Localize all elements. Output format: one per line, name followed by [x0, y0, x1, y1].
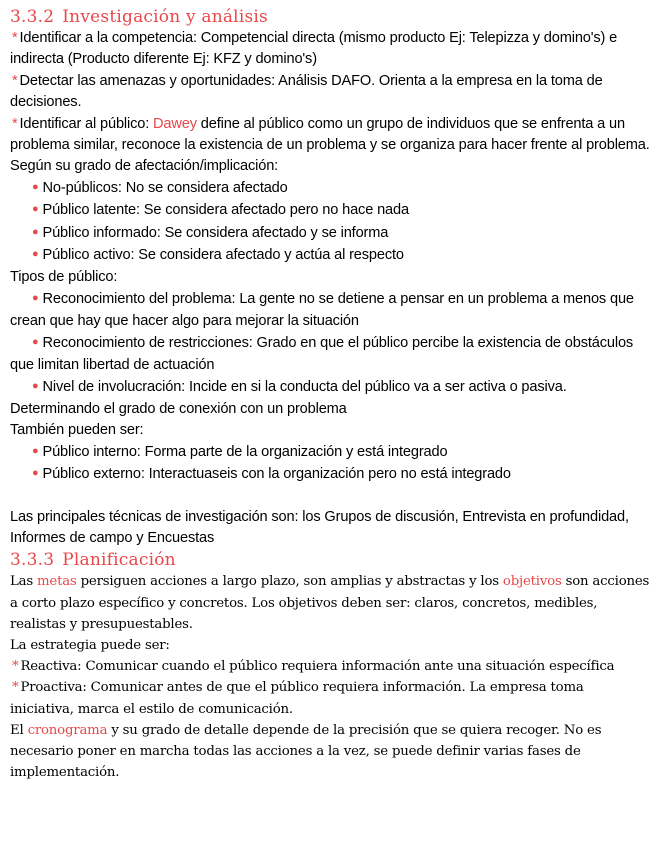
asterisk-marker: * — [12, 30, 18, 46]
tambien-heading: También pueden ser: — [10, 422, 144, 439]
list-item: ● Público informado: Se considera afectado y se informa — [32, 224, 389, 241]
term-cronograma: cronograma — [27, 722, 108, 738]
tecnicas-paragraph: Las principales técnicas de investigación son: los Grupos de discusión, Entrevista en profundidad, Informes de campo y Encuestas — [10, 508, 629, 546]
bullet-icon: ● — [32, 203, 39, 216]
item-publico: * Identificar al público: Dawey define al público como un grupo de individuos que se enfrenta a un problema similar, reconoce la existencia de un problema y se organiza para hacer frente al problema. — [10, 115, 650, 154]
section-title: Investigación y análisis — [62, 7, 268, 27]
term-objetivos: objetivos — [502, 574, 562, 590]
list-item: ● Reconocimiento de restricciones: Grado en que el público percibe la existencia de obstáculos que limitan libertad de actuación — [10, 334, 634, 374]
term-metas: metas — [37, 574, 77, 590]
bullet-icon: ● — [32, 444, 39, 457]
section-number: 3.3.2 — [10, 7, 55, 27]
list-item: ● Reconocimiento del problema: La gente no se detiene a pensar en un problema a menos que crean que hay que hacer algo para mejorar la situación — [10, 290, 634, 330]
document-page — [10, 6, 650, 783]
section-heading-investigacion — [10, 6, 650, 28]
bullet-icon: ● — [32, 379, 39, 392]
list-item: ● Público latente: Se considera afectado pero no hace nada — [32, 202, 409, 219]
bullet-icon: ● — [32, 180, 39, 193]
asterisk-marker: * — [12, 680, 19, 696]
list-item: ● Nivel de involucración: Incide en si la conducta del público va a ser activa o pasiva. — [32, 378, 567, 395]
list-item: ● Público externo: Interactuaseis con la organización pero no está integrado — [32, 466, 511, 483]
bullet-icon: ● — [32, 291, 39, 304]
list-item: ● Público interno: Forma parte de la organización y está integrado — [32, 443, 448, 460]
item-proactiva: * Proactiva: Comunicar antes de que el público requiera información. La empresa toma iniciativa, marca el estilo de comunicación. — [10, 680, 584, 717]
bullet-icon: ● — [32, 467, 39, 480]
afectacion-heading: Según su grado de afectación/implicación: — [10, 158, 279, 175]
cronograma-paragraph: El cronograma y su grado de detalle depende de la precisión que se quiera recoger. No es necesario poner en marcha todas las acciones a la vez, se puede definir varias fases de implementación. — [10, 722, 602, 781]
author-name: Dawey — [153, 115, 197, 132]
item-reactiva: * Reactiva: Comunicar cuando el público requiera información ante una situación específica — [12, 659, 615, 675]
section-number: 3.3.3 — [10, 550, 55, 571]
bullet-icon: ● — [32, 335, 39, 348]
section-heading-planificacion — [10, 549, 650, 571]
tipos-heading: Tipos de público: — [10, 269, 118, 286]
item-competencia: * Identificar a la competencia: Competencial directa (mismo producto Ej: Telepizza y domino's) e indirecta (Producto diferente Ej: KFZ y domino's) — [10, 30, 618, 68]
list-item: ● Público activo: Se considera afectado y actúa al respecto — [32, 247, 404, 264]
metas-paragraph: Las metas persiguen acciones a largo plazo, son amplias y abstractas y los objetivos son acciones a corto plazo específico y concretos. Los objetivos deben ser: claros, concretos, medibles, realistas y presupuestables. — [10, 574, 650, 632]
section-title: Planificación — [62, 550, 176, 571]
estrategia-heading: La estrategia puede ser: — [10, 637, 170, 653]
list-item: ● No-públicos: No se considera afectado — [32, 179, 288, 196]
tipos-conclusion: Determinando el grado de conexión con un problema — [10, 400, 347, 417]
spacer — [10, 487, 650, 507]
asterisk-marker: * — [12, 659, 19, 675]
bullet-icon: ● — [32, 248, 39, 261]
bullet-icon: ● — [32, 225, 39, 238]
asterisk-marker: * — [12, 72, 18, 89]
item-amenazas: * Detectar las amenazas y oportunidades: Análisis DAFO. Orienta a la empresa en la toma de decisiones. — [10, 72, 603, 111]
asterisk-marker: * — [12, 115, 18, 132]
